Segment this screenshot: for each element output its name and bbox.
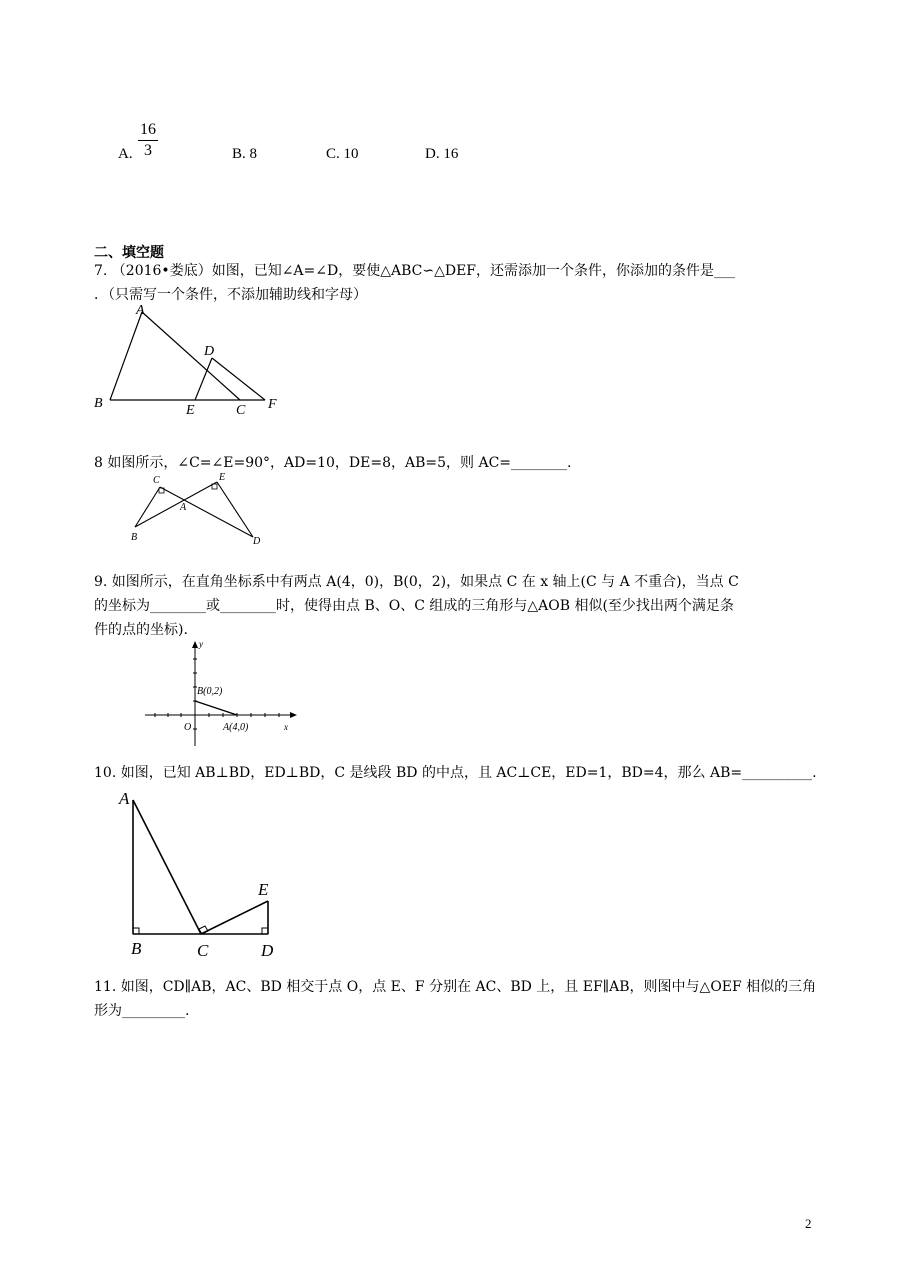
q8-label-e: E [219, 472, 226, 483]
q8-label-d: D [253, 536, 261, 546]
page-number: 2 [805, 1216, 812, 1231]
q9-label-b: B(0,2) [197, 686, 223, 697]
q7-text-line2: ．（只需写一个条件，不添加辅助线和字母） [94, 287, 367, 303]
q9-text-line2: 的坐标为________或________时，使得由点 B、O、C 组成的三角形与△AOB 相似(至少找出两个满足条 [94, 598, 734, 614]
q7-label-e: E [186, 403, 195, 418]
option-a-label: A. [118, 146, 133, 162]
q8-label-a: A [180, 502, 187, 513]
q7-label-f: F [268, 397, 277, 412]
option-b: B. 8 [232, 146, 258, 162]
q8-label-b: B [131, 532, 138, 543]
section-heading: 二、填空题 [94, 245, 164, 261]
q7-label-d: D [204, 344, 215, 359]
q11-text-line1: 11. 如图，CD∥AB，AC、BD 相交于点 O，点 E、F 分别在 AC、BD 上，且 EF∥AB，则图中与△OEF 相似的三角 [94, 979, 817, 995]
q7-figure [90, 300, 290, 418]
q7-line-ba [110, 312, 142, 400]
q7-line-df [212, 358, 265, 400]
q9-text-line1: 9. 如图所示，在直角坐标系中有两点 A(4，0)，B(0，2)，如果点 C 在 x 轴上(C 与 A 不重合)，当点 C [94, 574, 739, 590]
q10-label-c: C [197, 941, 209, 960]
q10-text-line1: 10. 如图，已知 AB⊥BD，ED⊥BD，C 是线段 BD 的中点，且 AC⊥CE，ED=1，BD=4，那么 AB=__________. [94, 765, 817, 781]
q8-line-be [135, 482, 217, 527]
q9-coordinate-figure [140, 638, 300, 750]
q10-right-angle-b [133, 928, 139, 934]
q9-segment-ba [195, 701, 237, 715]
q8-line-bc [135, 487, 160, 527]
q10-label-a: A [119, 789, 130, 808]
q9-label-y: y [199, 639, 203, 649]
q7-label-a: A [136, 303, 145, 318]
q7-line-ac [142, 312, 240, 400]
q10-label-b: B [131, 939, 142, 958]
q9-label-a: A(4,0) [223, 722, 249, 733]
q9-x-axis-arrow [290, 712, 297, 718]
option-c: C. 10 [326, 146, 359, 162]
option-d: D. 16 [425, 146, 459, 162]
q10-label-d: D [261, 941, 274, 960]
q9-label-x: x [284, 722, 288, 732]
q10-line-ce [201, 901, 268, 934]
q10-label-e: E [258, 880, 269, 899]
q7-text-line1: 7. （2016•娄底）如图，已知∠A=∠D，要使△ABC∽△DEF，还需添加一个条件，你添加的条件是___ [94, 263, 736, 279]
q7-line-ed [195, 358, 212, 400]
q8-line-cd [160, 487, 253, 537]
q8-label-c: C [153, 475, 160, 486]
fraction-denominator: 3 [144, 142, 152, 159]
q8-figure [125, 470, 270, 546]
q10-right-angle-d [262, 928, 268, 934]
q9-text-line3: 件的点的坐标). [94, 622, 188, 638]
fraction-numerator: 16 [140, 121, 156, 138]
q7-label-b: B [94, 396, 103, 411]
q7-label-c: C [236, 403, 246, 418]
option-a-fraction [138, 121, 158, 160]
q9-y-axis-arrow [192, 641, 198, 648]
q8-text-line1: 8 如图所示，∠C=∠E=90°，AD=10，DE=8，AB=5，则 AC=________. [94, 455, 572, 471]
q9-label-origin: O [184, 722, 192, 733]
q10-line-ac [133, 800, 201, 934]
q11-text-line2: 形为_________. [94, 1003, 190, 1019]
fraction-bar [138, 140, 158, 141]
q10-figure [115, 780, 290, 960]
q8-line-ed [217, 482, 253, 537]
